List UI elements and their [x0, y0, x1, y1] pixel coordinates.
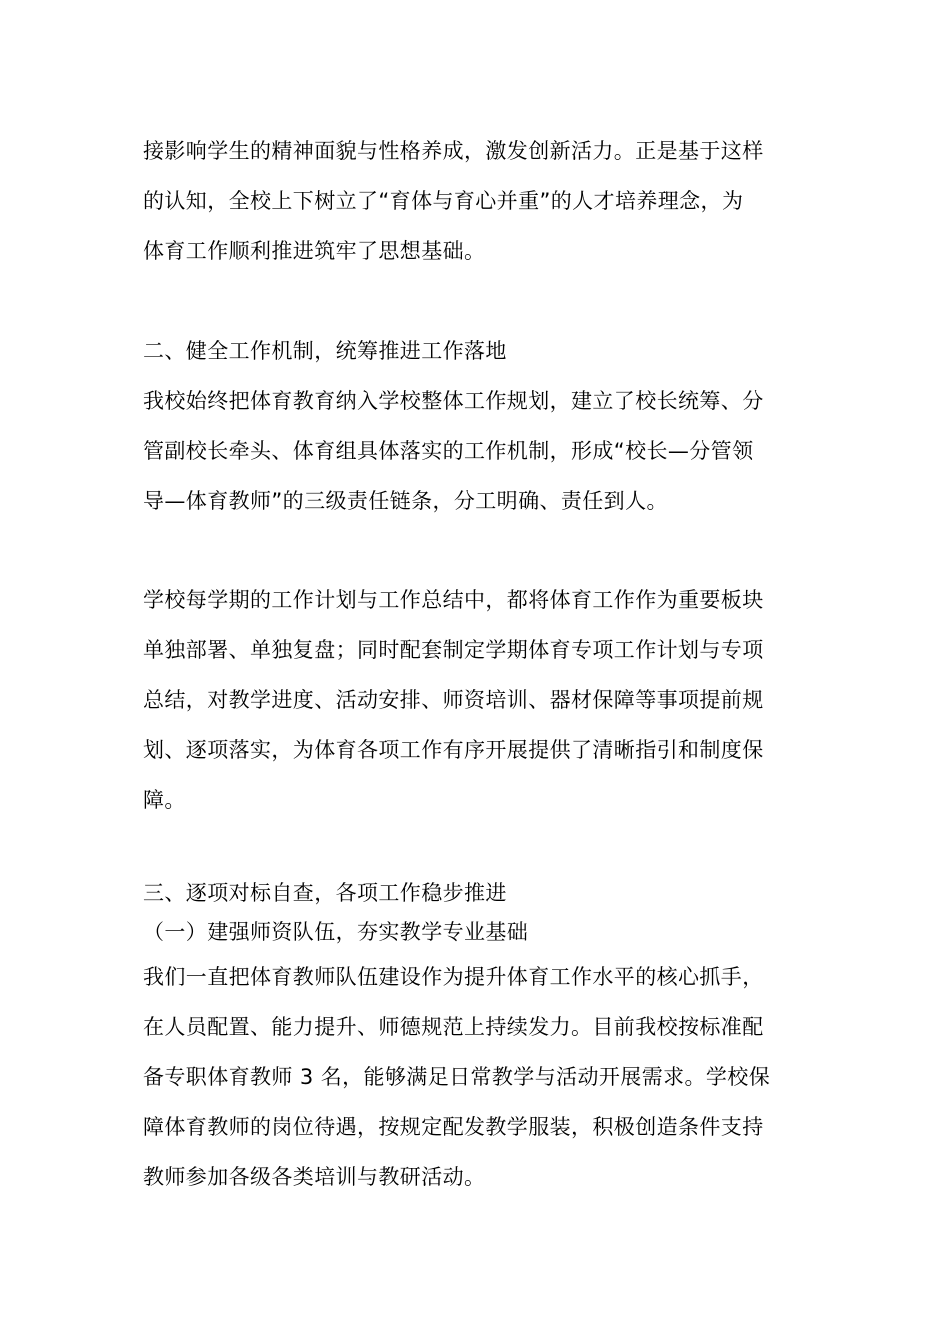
text-line: 备专职体育教师 3 名，能够满足日常教学与活动开展需求。学校保 — [143, 1065, 771, 1089]
text-line: 管副校长牵头、体育组具体落实的工作机制，形成“校长—分管领 — [143, 439, 754, 463]
text-line: 划、逐项落实，为体育各项工作有序开展提供了清晰指引和制度保 — [143, 738, 764, 762]
subsection-heading-one: （一）建强师资队伍，夯实教学专业基础 — [143, 920, 529, 944]
text-line: 体育工作顺利推进筑牢了思想基础。 — [143, 239, 486, 263]
paragraph-work-plan — [143, 575, 813, 825]
text-line: 接影响学生的精神面貌与性格养成，激发创新活力。正是基于这样 — [143, 139, 764, 163]
text-line: 导—体育教师”的三级责任链条，分工明确、责任到人。 — [143, 489, 668, 513]
text-line: 障。 — [143, 788, 186, 812]
text-line: 我校始终把体育教育纳入学校整体工作规划，建立了校长统筹、分 — [143, 389, 764, 413]
text-line: 单独部署、单独复盘；同时配套制定学期体育专项工作计划与专项 — [143, 638, 764, 662]
text-line: 学校每学期的工作计划与工作总结中，都将体育工作作为重要板块 — [143, 588, 764, 612]
text-line: 总结，对教学进度、活动安排、师资培训、器材保障等事项提前规 — [143, 688, 764, 712]
section-heading-two: 二、健全工作机制，统筹推进工作落地 — [143, 339, 507, 363]
section-two — [143, 326, 813, 526]
paragraph-spirit-influence — [143, 126, 813, 276]
text-line: 的认知，全校上下树立了“育体与育心并重”的人才培养理念，为 — [143, 189, 744, 213]
section-heading-three: 三、逐项对标自查，各项工作稳步推进 — [143, 881, 507, 905]
text-line: 教师参加各级各类培训与教研活动。 — [143, 1165, 486, 1189]
text-line: 我们一直把体育教师队伍建设作为提升体育工作水平的核心抓手， — [143, 965, 764, 989]
text-line: 障体育教师的岗位待遇，按规定配发教学服装，积极创造条件支持 — [143, 1115, 764, 1139]
section-three — [143, 874, 813, 1202]
text-line: 在人员配置、能力提升、师德规范上持续发力。目前我校按标准配 — [143, 1015, 764, 1039]
